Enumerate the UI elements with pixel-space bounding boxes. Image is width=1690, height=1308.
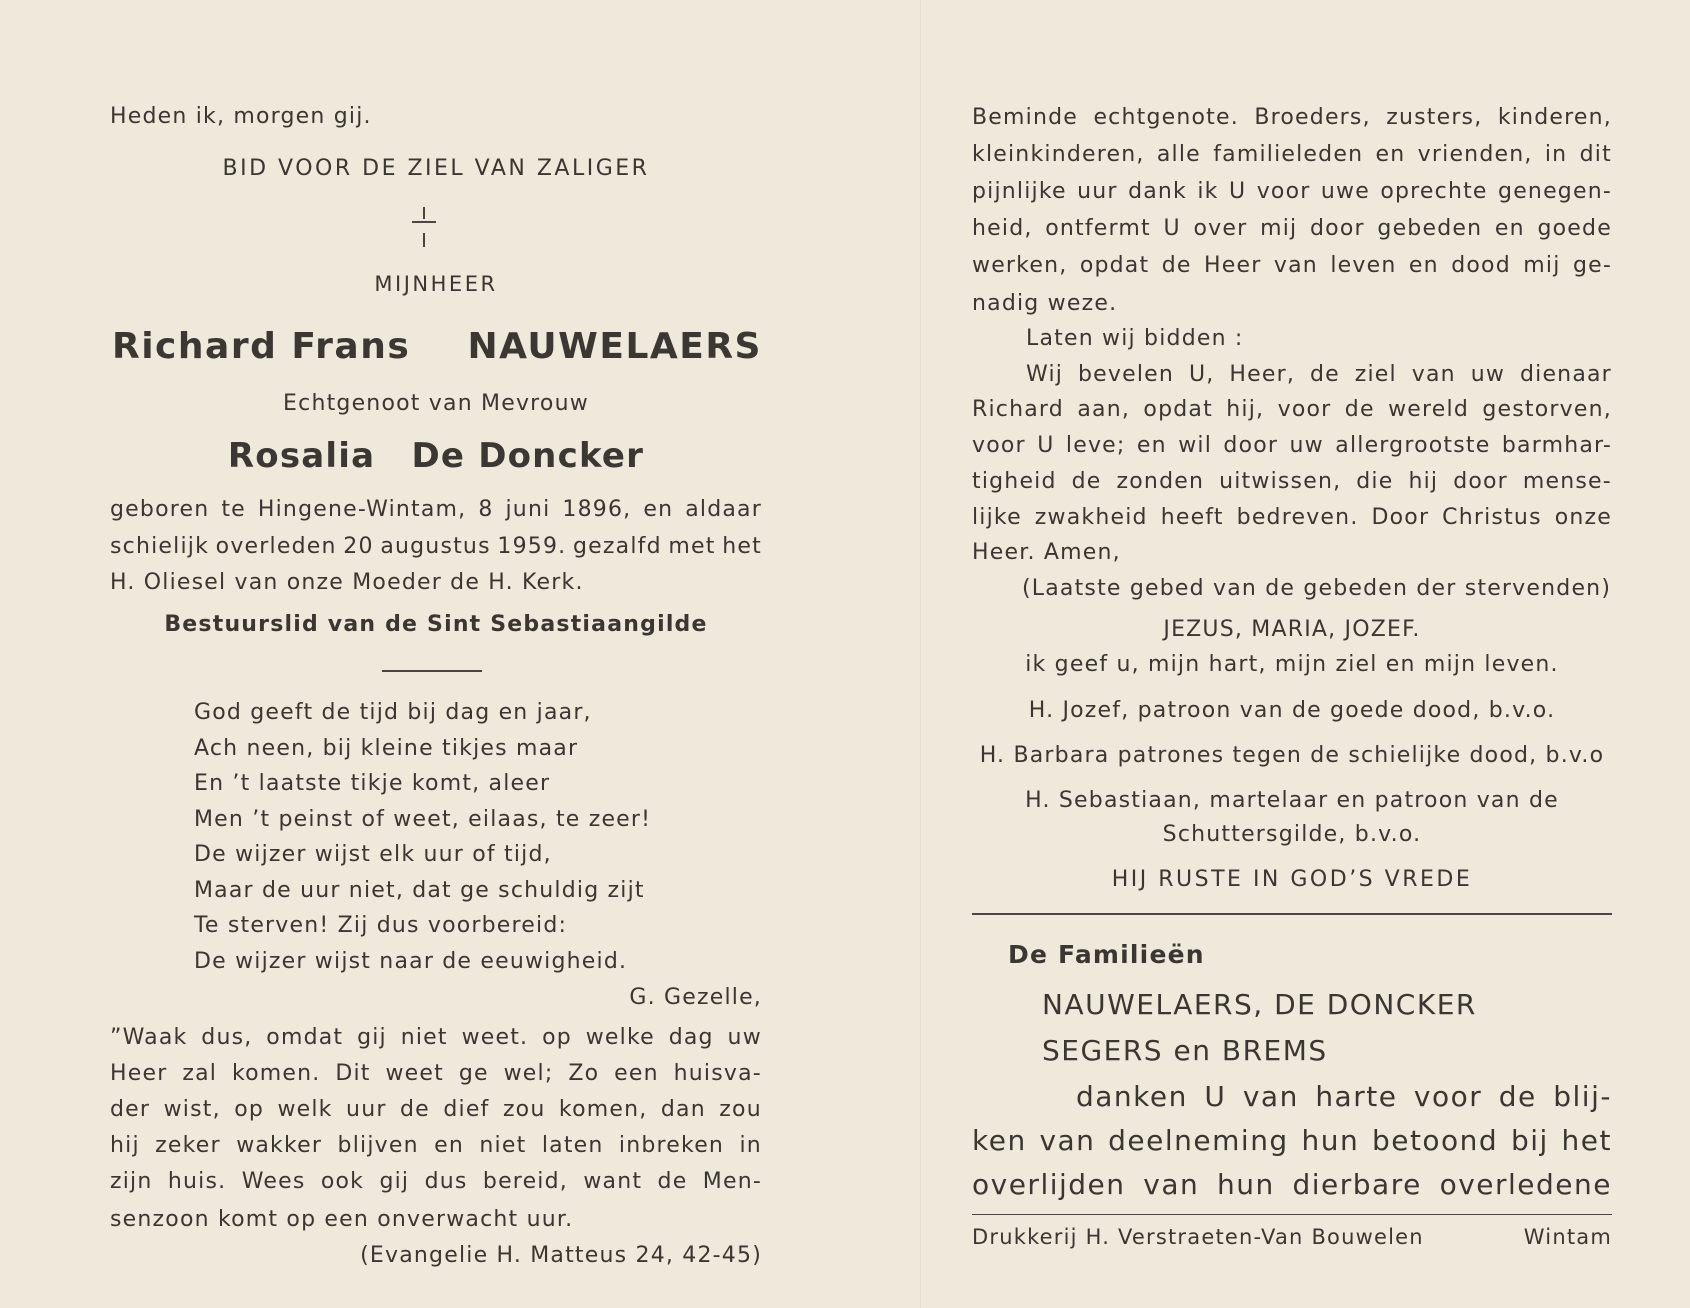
word: ken xyxy=(972,1124,1027,1157)
word: dit xyxy=(1579,142,1612,167)
word: zwakheid xyxy=(1034,505,1148,530)
poem-line: Men ’t peinst of weet, eilaas, te zeer! xyxy=(194,806,652,832)
word: dan xyxy=(660,1097,706,1122)
word: Heer xyxy=(110,1061,168,1086)
word: genegen- xyxy=(1498,179,1612,204)
word: en xyxy=(434,1133,465,1158)
word: een xyxy=(614,1061,659,1086)
word: welke xyxy=(585,1025,655,1050)
word: ook xyxy=(320,1169,365,1194)
word: Richard xyxy=(972,397,1064,422)
word: wereld xyxy=(1388,397,1469,422)
word: hun xyxy=(1216,1168,1275,1201)
prayer-last-line: nadig weze. xyxy=(972,291,1118,316)
word: hun xyxy=(1301,1124,1360,1157)
word: en xyxy=(1494,216,1525,241)
word: hij xyxy=(110,1133,140,1158)
word: huis. xyxy=(167,1169,227,1194)
word: uur xyxy=(346,1097,387,1122)
word: zijn xyxy=(110,1169,153,1194)
right-page xyxy=(972,0,1612,1308)
gospel-line xyxy=(110,1061,762,1086)
word: gebeden xyxy=(1377,216,1483,241)
intro-line: Heden ik, morgen gij. xyxy=(110,104,372,129)
gospel-reference: (Evangelie H. Matteus 24, 42-45) xyxy=(360,1243,762,1268)
word: aan, xyxy=(1077,397,1131,422)
word: echtgenote. xyxy=(1093,105,1239,130)
word: uur xyxy=(1077,179,1118,204)
prayer-line xyxy=(972,142,1612,167)
word: heeft xyxy=(1160,505,1224,530)
invocation-joseph: H. Jozef, patroon van de goede dood, b.v.o. xyxy=(1028,698,1556,723)
thanks-line xyxy=(972,1168,1612,1201)
word: gezalfd xyxy=(573,534,662,559)
word: juni xyxy=(505,497,551,522)
word: gij xyxy=(379,1169,410,1194)
word: ”Waak xyxy=(110,1025,188,1050)
word: van xyxy=(1143,1168,1200,1201)
word: door xyxy=(1453,469,1508,494)
word: overlijden xyxy=(972,1168,1126,1201)
word: die xyxy=(1356,469,1394,494)
word: van xyxy=(1242,1080,1299,1113)
word: mij xyxy=(1260,216,1298,241)
word: bereid, xyxy=(482,1169,568,1194)
word: U, xyxy=(1188,362,1215,387)
word: bij xyxy=(1510,1124,1549,1157)
word: dank xyxy=(1128,179,1187,204)
poem-line: De wijzer wijst elk uur of tijd, xyxy=(194,842,552,867)
word: aldaar xyxy=(685,497,762,522)
word: leven xyxy=(1330,253,1397,278)
word: dag xyxy=(668,1025,714,1050)
left-page xyxy=(110,0,762,1308)
word: 1896, xyxy=(562,497,632,522)
long-divider xyxy=(972,913,1612,915)
word: kleinkinderen, xyxy=(972,142,1145,167)
word: komen. xyxy=(231,1061,321,1086)
word: leve; xyxy=(1065,433,1126,458)
invocation-sebastian-cont: Schuttersgilde, b.v.o. xyxy=(1162,822,1422,847)
thanks-line xyxy=(972,1124,1612,1157)
title-mijnheer: MIJNHEER xyxy=(374,272,498,296)
word: gestorven, xyxy=(1482,397,1612,422)
word: ziel xyxy=(1354,362,1397,387)
gospel-line xyxy=(110,1025,762,1050)
poem-author: G. Gezelle, xyxy=(629,985,762,1010)
word: te xyxy=(221,497,246,522)
word: door xyxy=(1223,433,1279,458)
word: gij xyxy=(357,1025,387,1050)
short-divider xyxy=(382,670,482,672)
biography-last-line: H. Oliesel van onze Moeder de H. Kerk. xyxy=(110,570,584,595)
word: 1959. xyxy=(497,534,567,559)
word: ik xyxy=(1197,179,1219,204)
word: de xyxy=(1161,253,1192,278)
gospel-line xyxy=(110,1169,762,1194)
word: lijke xyxy=(972,505,1022,530)
word: de xyxy=(1309,362,1340,387)
commendation-line xyxy=(972,397,1612,422)
word: goede xyxy=(1537,216,1612,241)
word: zeker xyxy=(155,1133,221,1158)
word: in xyxy=(1544,142,1568,167)
word: op xyxy=(542,1025,572,1050)
prayer-header: BID VOOR DE ZIEL VAN ZALIGER xyxy=(222,156,650,181)
word: bevelen xyxy=(1078,362,1175,387)
word: dus, xyxy=(201,1025,253,1050)
word: het xyxy=(722,534,762,559)
word: voor xyxy=(1413,1080,1483,1113)
word: zal xyxy=(182,1061,218,1086)
word: ge- xyxy=(1572,253,1612,278)
word: dienaar xyxy=(1519,362,1612,387)
commendation-line xyxy=(972,469,1612,494)
word: wil xyxy=(1178,433,1213,458)
word: U xyxy=(1163,216,1181,241)
word: weet. xyxy=(461,1025,529,1050)
word: hij, xyxy=(1226,397,1265,422)
word: opdat xyxy=(1143,397,1213,422)
poem-line: God geeft de tijd bij dag en jaar, xyxy=(194,700,592,725)
commendation-last-line: Heer. Amen, xyxy=(972,540,1121,565)
word: allergrootste xyxy=(1335,433,1491,458)
spouse-first-name: Rosalia xyxy=(227,436,376,476)
function-line: Bestuurslid van de Sint Sebastiaangilde xyxy=(164,612,708,637)
word: mij xyxy=(1523,253,1561,278)
families-names-1: NAUWELAERS, DE DONCKER xyxy=(1042,988,1477,1021)
word: augustus xyxy=(380,534,491,559)
gospel-line xyxy=(110,1097,762,1122)
offering-line: ik geef u, mijn hart, mijn ziel en mijn leven. xyxy=(1025,652,1559,677)
word: de xyxy=(1071,469,1102,494)
poem-line: En ’t laatste tikje komt, aleer xyxy=(194,771,551,796)
word: ontfermt xyxy=(1045,216,1151,241)
rest-in-peace: HIJ RUSTE IN GOD’S VREDE xyxy=(1111,867,1473,892)
let-us-pray: Laten wij bidden : xyxy=(1026,326,1244,351)
families-label: De Familieën xyxy=(1008,940,1205,969)
biography-line xyxy=(110,534,762,559)
cross-icon xyxy=(411,205,437,249)
spouse-name xyxy=(110,436,762,476)
word: Wees xyxy=(241,1169,306,1194)
word: Christus xyxy=(1442,505,1542,530)
word: want xyxy=(583,1169,643,1194)
word: Zo xyxy=(568,1061,600,1086)
prayer-line xyxy=(972,253,1612,278)
word: van xyxy=(1039,1124,1096,1157)
word: alle xyxy=(1156,142,1201,167)
word: uw xyxy=(1289,433,1324,458)
word: betoond xyxy=(1371,1124,1499,1157)
word: Men- xyxy=(702,1169,762,1194)
word: in xyxy=(739,1133,762,1158)
word: niet xyxy=(479,1133,527,1158)
word: wel; xyxy=(503,1061,554,1086)
word: Wij xyxy=(1026,362,1064,387)
word: van xyxy=(1411,362,1456,387)
word: en xyxy=(1408,253,1439,278)
poem-line: Ach neen, bij kleine tikjes maar xyxy=(194,735,579,761)
printer-divider xyxy=(972,1214,1612,1215)
word: welk xyxy=(277,1097,333,1122)
word: heid, xyxy=(972,216,1033,241)
word: hij xyxy=(1408,469,1439,494)
word: huisva- xyxy=(673,1061,762,1086)
word: zou xyxy=(719,1097,762,1122)
word: U xyxy=(1204,1080,1227,1113)
word: de xyxy=(1344,397,1375,422)
word: wakker xyxy=(236,1133,323,1158)
word: weet xyxy=(385,1061,444,1086)
word: uw xyxy=(727,1025,762,1050)
fold-line xyxy=(920,0,922,1308)
holy-family: JEZUS, MARIA, JOZEF. xyxy=(1163,617,1421,642)
word: oprechte xyxy=(1380,179,1488,204)
gospel-line xyxy=(110,1133,762,1158)
spouse-intro: Echtgenoot van Mevrouw xyxy=(283,391,589,416)
word: overleden xyxy=(215,534,337,559)
word: Broeders, xyxy=(1254,105,1371,130)
word: pijnlijke xyxy=(972,179,1067,204)
word: omdat xyxy=(266,1025,344,1050)
word: Beminde xyxy=(972,105,1079,130)
word: van xyxy=(1273,253,1318,278)
invocation-barbara: H. Barbara patrones tegen de schielijke dood, b.v.o xyxy=(979,743,1605,768)
word: Dit xyxy=(335,1061,371,1086)
invocation-sebastian: H. Sebastiaan, martelaar en patroon van de xyxy=(1025,788,1559,813)
word: dood xyxy=(1451,253,1511,278)
word: uw xyxy=(1470,362,1506,387)
word: zusters, xyxy=(1386,105,1483,130)
word: zou xyxy=(502,1097,546,1122)
commendation-line xyxy=(972,433,1612,458)
word: vrienden, xyxy=(1417,142,1533,167)
prayer-line xyxy=(972,179,1612,204)
word: voor xyxy=(1277,397,1332,422)
prayer-line xyxy=(972,105,1612,130)
word: schielijk xyxy=(110,534,210,559)
word: komen, xyxy=(558,1097,648,1122)
biography-line xyxy=(110,497,762,522)
word: voor xyxy=(1256,179,1311,204)
word: harte xyxy=(1315,1080,1398,1113)
word: familieleden xyxy=(1213,142,1364,167)
word: en xyxy=(1136,433,1167,458)
prayer-source: (Laatste gebed van de gebeden der stervenden) xyxy=(1022,576,1612,601)
word: de xyxy=(1498,1080,1537,1113)
word: uwe xyxy=(1320,179,1370,204)
word: deelneming xyxy=(1108,1124,1289,1157)
word: uitwissen, xyxy=(1219,469,1342,494)
poem-line: Te sterven! Zij dus voorbereid: xyxy=(194,913,568,938)
word: Door xyxy=(1371,505,1430,530)
thanks-first-line xyxy=(1076,1080,1612,1113)
word: Heer xyxy=(1204,253,1262,278)
poem-line: Maar de uur niet, dat ge schuldig zijt xyxy=(194,877,645,903)
word: barmhar- xyxy=(1501,433,1612,458)
spouse-surname: De Doncker xyxy=(411,436,645,476)
word: de xyxy=(657,1169,688,1194)
word: opdat xyxy=(1079,253,1150,278)
word: mense- xyxy=(1522,469,1612,494)
word: door xyxy=(1310,216,1365,241)
word: kinderen, xyxy=(1497,105,1612,130)
word: Heer, xyxy=(1229,362,1296,387)
word: U xyxy=(1229,179,1247,204)
word: op xyxy=(234,1097,265,1122)
word: bedreven. xyxy=(1236,505,1359,530)
word: danken xyxy=(1076,1080,1188,1113)
commendation-first-line xyxy=(1026,362,1612,387)
commendation-line xyxy=(972,505,1612,530)
word: U xyxy=(1037,433,1055,458)
word: Hingene-Wintam, xyxy=(257,497,467,522)
word: en xyxy=(643,497,674,522)
gospel-last-line: senzoon komt op een onverwacht uur. xyxy=(110,1207,574,1232)
word: dus xyxy=(424,1169,468,1194)
printer-place: Wintam xyxy=(1523,1225,1612,1249)
poem-line: De wijzer wijst naar de eeuwigheid. xyxy=(194,948,628,974)
word: laten xyxy=(541,1133,604,1158)
word: voor xyxy=(972,433,1026,458)
word: werken, xyxy=(972,253,1068,278)
deceased-first-names: Richard Frans xyxy=(112,326,411,367)
word: geboren xyxy=(110,497,210,522)
word: ge xyxy=(458,1061,489,1086)
families-names-2: SEGERS en BREMS xyxy=(1042,1034,1328,1067)
word: over xyxy=(1193,216,1248,241)
word: wist, xyxy=(163,1097,221,1122)
word: der xyxy=(110,1097,151,1122)
word: dief xyxy=(443,1097,490,1122)
deceased-name xyxy=(112,326,762,367)
word: niet xyxy=(400,1025,448,1050)
word: 8 xyxy=(478,497,494,522)
deceased-surname: NAUWELAERS xyxy=(467,326,762,367)
word: het xyxy=(1561,1124,1612,1157)
word: 20 xyxy=(343,534,374,559)
word: blij- xyxy=(1553,1080,1612,1113)
word: dierbare xyxy=(1292,1168,1422,1201)
word: onze xyxy=(1554,505,1612,530)
word: blijven xyxy=(337,1133,419,1158)
word: en xyxy=(1375,142,1406,167)
word: tigheid xyxy=(972,469,1057,494)
word: zonden xyxy=(1116,469,1205,494)
printer-name: Drukkerij H. Verstraeten-Van Bouwelen xyxy=(972,1225,1424,1249)
word: inbreken xyxy=(618,1133,725,1158)
prayer-line xyxy=(972,216,1612,241)
word: de xyxy=(400,1097,430,1122)
word: met xyxy=(668,534,716,559)
word: overledene xyxy=(1439,1168,1612,1201)
